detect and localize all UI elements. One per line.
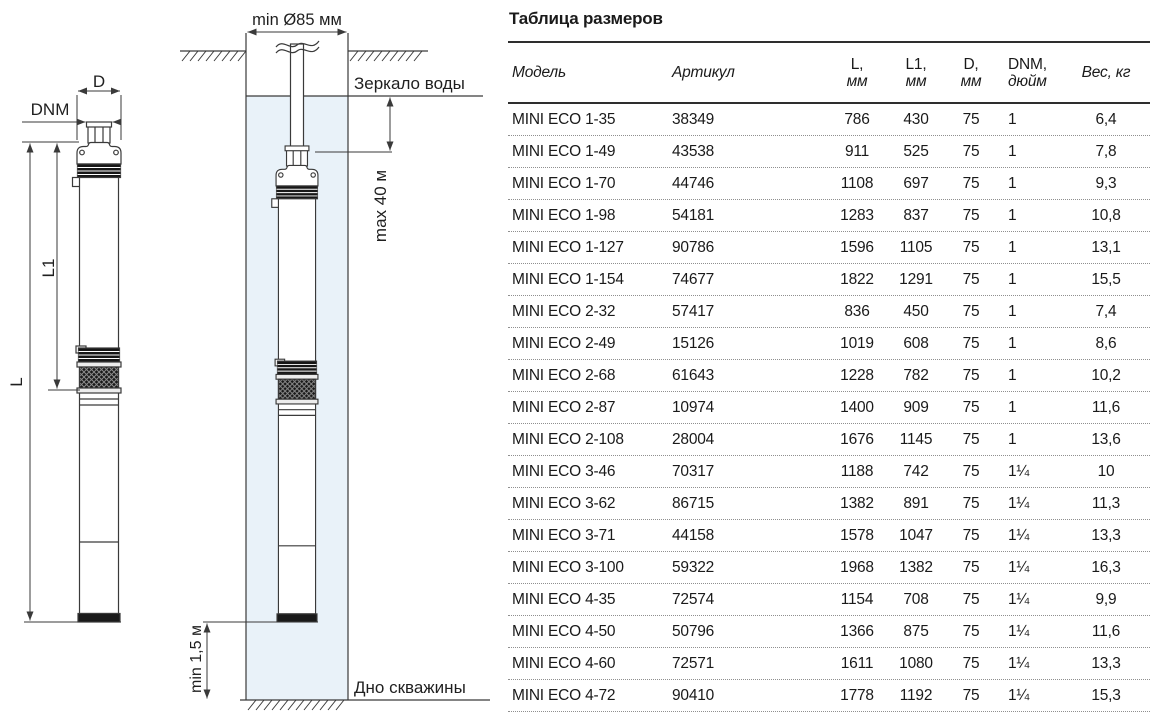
cell-l1: 608 xyxy=(903,335,929,352)
cell-model: MINI ECO 2-68 xyxy=(512,367,616,384)
cell-weight: 11,6 xyxy=(1091,399,1121,416)
column-header-l1 xyxy=(886,56,946,90)
cell-l1: 1291 xyxy=(899,271,933,288)
cell-model: MINI ECO 4-72 xyxy=(512,687,616,704)
cell-dnm: 1¼ xyxy=(1008,687,1030,704)
cell-l: 1366 xyxy=(840,623,874,640)
cell-weight: 13,6 xyxy=(1091,431,1121,448)
cell-d: 75 xyxy=(962,175,980,192)
cell-weight: 11,6 xyxy=(1091,623,1121,640)
cell-l: 1968 xyxy=(840,559,874,576)
table-row xyxy=(508,520,1150,552)
column-header-l1-unit: мм xyxy=(905,72,927,90)
dim-label-l: L xyxy=(7,377,26,387)
cell-l1: 1192 xyxy=(899,687,933,704)
cell-l: 1596 xyxy=(840,239,874,256)
cell-l: 1283 xyxy=(840,207,874,224)
cell-weight: 10,2 xyxy=(1091,367,1121,384)
cell-d: 75 xyxy=(962,111,980,128)
column-header-model: Модель xyxy=(512,64,566,81)
cell-weight: 15,5 xyxy=(1091,271,1121,288)
table-header-row xyxy=(508,43,1150,104)
table-title: Таблица размеров xyxy=(509,9,663,28)
cell-article: 38349 xyxy=(672,111,715,128)
cell-d: 75 xyxy=(962,527,980,544)
column-header-d-symbol: D, xyxy=(963,55,979,73)
column-header-l xyxy=(828,56,886,90)
cell-article: 54181 xyxy=(672,207,715,224)
column-header-weight: Вес, кг xyxy=(1081,64,1131,81)
table-row xyxy=(508,104,1150,136)
column-header-dnm xyxy=(996,56,1062,90)
cell-article: 44158 xyxy=(672,527,715,544)
cell-l1: 1145 xyxy=(899,431,933,448)
column-header-l1-symbol: L1, xyxy=(905,55,927,73)
cell-article: 59322 xyxy=(672,559,715,576)
cell-l: 1611 xyxy=(840,655,874,672)
cell-dnm: 1 xyxy=(1008,207,1017,224)
cell-article: 28004 xyxy=(672,431,715,448)
cell-d: 75 xyxy=(962,303,980,320)
cell-model: MINI ECO 3-100 xyxy=(512,559,624,576)
cell-l: 1108 xyxy=(840,175,874,192)
cell-d: 75 xyxy=(962,687,980,704)
cell-dnm: 1 xyxy=(1008,399,1017,416)
table-row xyxy=(508,424,1150,456)
table-row xyxy=(508,232,1150,264)
cell-model: MINI ECO 3-62 xyxy=(512,495,616,512)
cell-l1: 430 xyxy=(903,111,929,128)
table-row xyxy=(508,616,1150,648)
cell-dnm: 1 xyxy=(1008,431,1017,448)
water-level-label: Зеркало воды xyxy=(354,74,465,93)
column-header-dnm-symbol: DNM, xyxy=(1008,55,1047,73)
cell-weight: 13,1 xyxy=(1091,239,1121,256)
cell-l: 1019 xyxy=(840,335,874,352)
table-row xyxy=(508,200,1150,232)
cell-article: 61643 xyxy=(672,367,715,384)
cell-dnm: 1¼ xyxy=(1008,463,1030,480)
cell-l: 911 xyxy=(844,143,870,160)
cell-model: MINI ECO 3-71 xyxy=(512,527,616,544)
cell-dnm: 1 xyxy=(1008,367,1017,384)
cell-model: MINI ECO 1-35 xyxy=(512,111,616,128)
table-row xyxy=(508,360,1150,392)
cell-article: 50796 xyxy=(672,623,715,640)
cell-dnm: 1 xyxy=(1008,271,1017,288)
cell-dnm: 1¼ xyxy=(1008,559,1030,576)
size-table-section xyxy=(508,0,1150,712)
well-pump-outline xyxy=(272,146,318,622)
cell-l1: 1047 xyxy=(899,527,933,544)
cell-model: MINI ECO 2-87 xyxy=(512,399,616,416)
cell-model: MINI ECO 4-35 xyxy=(512,591,616,608)
cell-d: 75 xyxy=(962,495,980,512)
cell-l: 1188 xyxy=(840,463,874,480)
cell-weight: 13,3 xyxy=(1091,527,1121,544)
cell-l: 836 xyxy=(844,303,870,320)
column-header-d-unit: мм xyxy=(960,72,982,90)
column-header-dnm-unit: дюйм xyxy=(1008,72,1047,90)
cell-dnm: 1 xyxy=(1008,175,1017,192)
table-row xyxy=(508,552,1150,584)
cell-model: MINI ECO 1-70 xyxy=(512,175,616,192)
table-body xyxy=(508,104,1150,712)
cell-article: 90410 xyxy=(672,687,715,704)
cell-model: MINI ECO 4-50 xyxy=(512,623,616,640)
cell-dnm: 1 xyxy=(1008,335,1017,352)
cell-article: 72571 xyxy=(672,655,715,672)
cell-dnm: 1¼ xyxy=(1008,655,1030,672)
cell-weight: 16,3 xyxy=(1091,559,1121,576)
cell-model: MINI ECO 1-127 xyxy=(512,239,624,256)
table-row xyxy=(508,488,1150,520)
table-row xyxy=(508,456,1150,488)
cell-weight: 9,9 xyxy=(1095,591,1117,608)
cell-weight: 10,8 xyxy=(1091,207,1121,224)
cell-l1: 837 xyxy=(903,207,929,224)
cell-d: 75 xyxy=(962,559,980,576)
cell-article: 15126 xyxy=(672,335,715,352)
dim-label-l1: L1 xyxy=(39,258,58,278)
cell-d: 75 xyxy=(962,207,980,224)
cell-weight: 11,3 xyxy=(1091,495,1121,512)
cell-l1: 1080 xyxy=(899,655,933,672)
cell-dnm: 1 xyxy=(1008,239,1017,256)
cell-d: 75 xyxy=(962,367,980,384)
cell-l1: 708 xyxy=(903,591,929,608)
cell-l: 1400 xyxy=(840,399,874,416)
cell-dnm: 1¼ xyxy=(1008,591,1030,608)
column-header-article: Артикул xyxy=(672,64,735,81)
cell-d: 75 xyxy=(962,271,980,288)
max-depth-label: max 40 м xyxy=(371,169,390,243)
column-header-d xyxy=(946,56,996,90)
cell-weight: 10 xyxy=(1097,463,1115,480)
cell-l1: 782 xyxy=(903,367,929,384)
cell-dnm: 1 xyxy=(1008,143,1017,160)
cell-d: 75 xyxy=(962,463,980,480)
cell-d: 75 xyxy=(962,655,980,672)
cell-l1: 525 xyxy=(903,143,929,160)
cell-l1: 1105 xyxy=(899,239,933,256)
cell-l1: 891 xyxy=(903,495,929,512)
cell-model: MINI ECO 2-32 xyxy=(512,303,616,320)
cell-d: 75 xyxy=(962,591,980,608)
cell-article: 43538 xyxy=(672,143,715,160)
table-row xyxy=(508,168,1150,200)
cell-weight: 9,3 xyxy=(1095,175,1117,192)
cell-d: 75 xyxy=(962,143,980,160)
table-row xyxy=(508,680,1150,712)
cell-l: 1778 xyxy=(840,687,874,704)
size-table xyxy=(508,41,1150,712)
cell-l1: 909 xyxy=(903,399,929,416)
cell-model: MINI ECO 1-154 xyxy=(512,271,624,288)
cell-dnm: 1 xyxy=(1008,111,1017,128)
cell-d: 75 xyxy=(962,335,980,352)
pump-outline xyxy=(73,122,122,622)
cell-article: 74677 xyxy=(672,271,715,288)
cell-l: 1578 xyxy=(840,527,874,544)
cell-d: 75 xyxy=(962,399,980,416)
cell-weight: 13,3 xyxy=(1091,655,1121,672)
table-row xyxy=(508,584,1150,616)
cell-l: 1382 xyxy=(840,495,874,512)
cell-l1: 1382 xyxy=(899,559,933,576)
table-row xyxy=(508,136,1150,168)
cell-l: 1822 xyxy=(840,271,874,288)
pump-diagram-svg xyxy=(0,0,508,717)
cell-l: 1154 xyxy=(840,591,874,608)
cell-dnm: 1 xyxy=(1008,303,1017,320)
dim-label-dnm: DNM xyxy=(30,100,70,119)
cell-d: 75 xyxy=(962,239,980,256)
cell-l1: 742 xyxy=(903,463,929,480)
cell-weight: 8,6 xyxy=(1095,335,1117,352)
table-row xyxy=(508,392,1150,424)
installation-diagram xyxy=(0,0,508,717)
table-row xyxy=(508,296,1150,328)
column-header-l-unit: мм xyxy=(846,72,868,90)
cell-weight: 7,8 xyxy=(1095,143,1117,160)
cell-article: 90786 xyxy=(672,239,715,256)
cell-article: 86715 xyxy=(672,495,715,512)
cell-model: MINI ECO 1-98 xyxy=(512,207,616,224)
cell-l1: 875 xyxy=(903,623,929,640)
cell-d: 75 xyxy=(962,623,980,640)
cell-l1: 697 xyxy=(903,175,929,192)
cell-dnm: 1¼ xyxy=(1008,623,1030,640)
cell-weight: 15,3 xyxy=(1091,687,1121,704)
cell-article: 70317 xyxy=(672,463,715,480)
cell-article: 44746 xyxy=(672,175,715,192)
cell-article: 72574 xyxy=(672,591,715,608)
min-diameter-label: min Ø85 мм xyxy=(252,11,342,29)
column-header-l-symbol: L, xyxy=(850,55,864,73)
cell-model: MINI ECO 1-49 xyxy=(512,143,616,160)
cell-weight: 6,4 xyxy=(1095,111,1117,128)
standalone-pump-drawing xyxy=(7,72,121,622)
well-drawing xyxy=(180,11,490,710)
cell-d: 75 xyxy=(962,431,980,448)
cell-article: 10974 xyxy=(672,399,715,416)
cell-model: MINI ECO 3-46 xyxy=(512,463,616,480)
cell-model: MINI ECO 4-60 xyxy=(512,655,616,672)
min-clearance-label: min 1,5 м xyxy=(188,625,205,693)
cell-weight: 7,4 xyxy=(1095,303,1117,320)
cell-l1: 450 xyxy=(903,303,929,320)
cell-dnm: 1¼ xyxy=(1008,495,1030,512)
cell-l: 786 xyxy=(844,111,870,128)
cell-model: MINI ECO 2-108 xyxy=(512,431,624,448)
cell-model: MINI ECO 2-49 xyxy=(512,335,616,352)
cell-article: 57417 xyxy=(672,303,715,320)
table-row xyxy=(508,328,1150,360)
cell-dnm: 1¼ xyxy=(1008,527,1030,544)
dim-label-d: D xyxy=(92,72,106,91)
well-bottom-label: Дно скважины xyxy=(354,678,466,697)
table-row xyxy=(508,264,1150,296)
table-row xyxy=(508,648,1150,680)
cell-l: 1228 xyxy=(840,367,874,384)
cell-l: 1676 xyxy=(840,431,874,448)
